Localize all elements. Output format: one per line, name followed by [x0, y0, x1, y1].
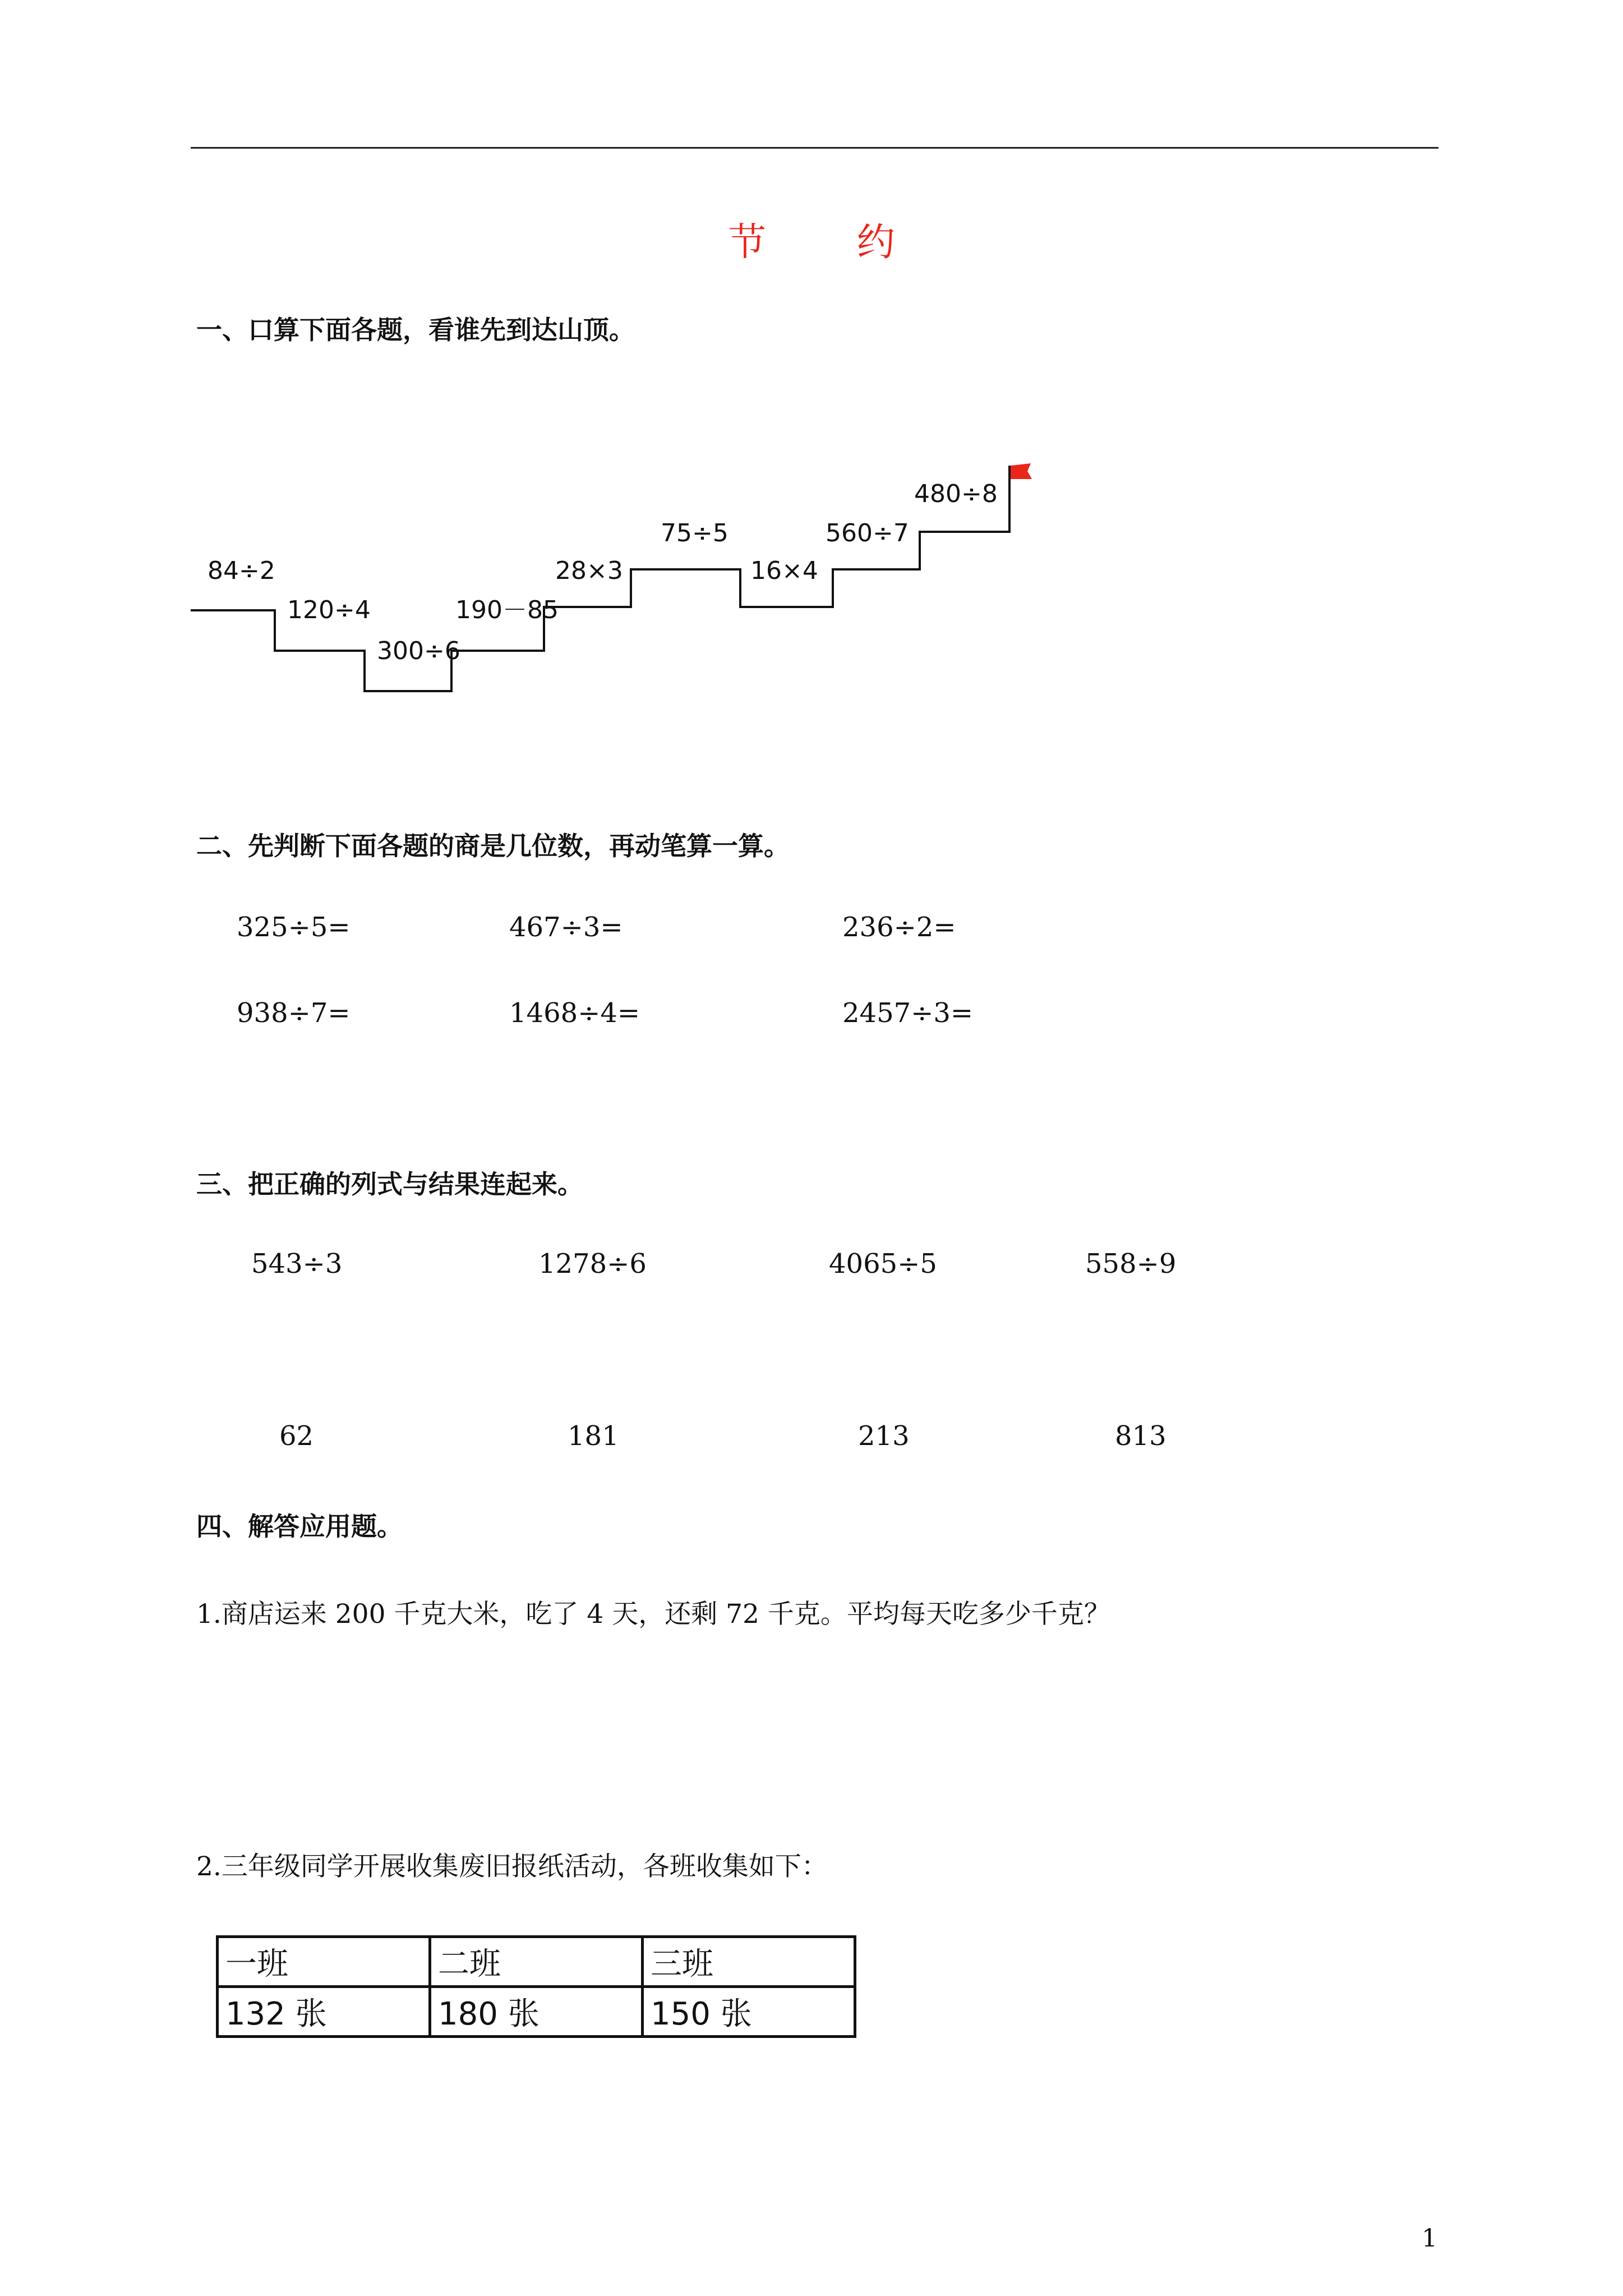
q3-result-3: 213 [858, 1420, 910, 1452]
q2-item-3: 236÷2= [842, 912, 956, 943]
stair-step-6: 75÷5 [661, 519, 728, 547]
header-rule [191, 147, 1438, 149]
section-2-heading: 二、先判断下面各题的商是几位数，再动笔算一算。 [196, 831, 790, 861]
table-header-cell: 一班 [218, 1937, 430, 1987]
page-title: 节 约 [728, 220, 934, 265]
stair-step-9: 480÷8 [914, 480, 998, 508]
q3-result-1: 62 [279, 1420, 314, 1452]
section-1-heading: 一、口算下面各题，看谁先到达山顶。 [196, 315, 635, 345]
stair-step-5: 28×3 [555, 556, 623, 585]
stair-step-7: 16×4 [750, 556, 818, 585]
q2-item-4: 938÷7= [237, 997, 351, 1029]
problem-1-text: 1.商店运来 200 千克大米，吃了 4 天，还剩 72 千克。平均每天吃多少千克？ [196, 1599, 1110, 1630]
q3-result-2: 181 [568, 1420, 619, 1452]
q3-expression-4: 558÷9 [1085, 1248, 1177, 1280]
table-cell: 150 张 [643, 1987, 855, 2037]
problem-2-text: 2.三年级同学开展收集废旧报纸活动，各班收集如下： [196, 1851, 828, 1882]
q2-item-1: 325÷5= [237, 912, 351, 943]
section-4-heading: 四、解答应用题。 [196, 1511, 403, 1542]
q2-item-2: 467÷3= [509, 912, 623, 943]
stair-step-4: 190－85 [455, 596, 559, 624]
q3-expression-3: 4065÷5 [829, 1248, 937, 1280]
table-header-row [218, 1937, 855, 1987]
table-cell: 132 张 [218, 1987, 430, 2037]
q2-item-5: 1468÷4= [509, 997, 640, 1029]
staircase-diagram [191, 460, 1032, 718]
table-header-cell: 二班 [430, 1937, 643, 1987]
table-header-cell: 三班 [643, 1937, 855, 1987]
collection-table [216, 1935, 856, 2038]
section-3-heading: 三、把正确的列式与结果连起来。 [196, 1169, 583, 1199]
table-cell: 180 张 [430, 1987, 643, 2037]
q2-item-6: 2457÷3= [842, 997, 974, 1029]
table-row [218, 1987, 855, 2037]
page-number: 1 [1422, 2224, 1437, 2253]
stair-step-2: 120÷4 [287, 596, 371, 624]
staircase-line [191, 485, 1009, 691]
q3-expression-1: 543÷3 [251, 1248, 343, 1280]
q3-result-4: 813 [1115, 1420, 1166, 1452]
stair-step-1: 84÷2 [208, 556, 275, 585]
flag-icon [1011, 463, 1032, 479]
q3-expression-2: 1278÷6 [538, 1248, 647, 1280]
stair-step-8: 560÷7 [826, 519, 909, 547]
stair-step-3: 300÷6 [377, 637, 460, 665]
